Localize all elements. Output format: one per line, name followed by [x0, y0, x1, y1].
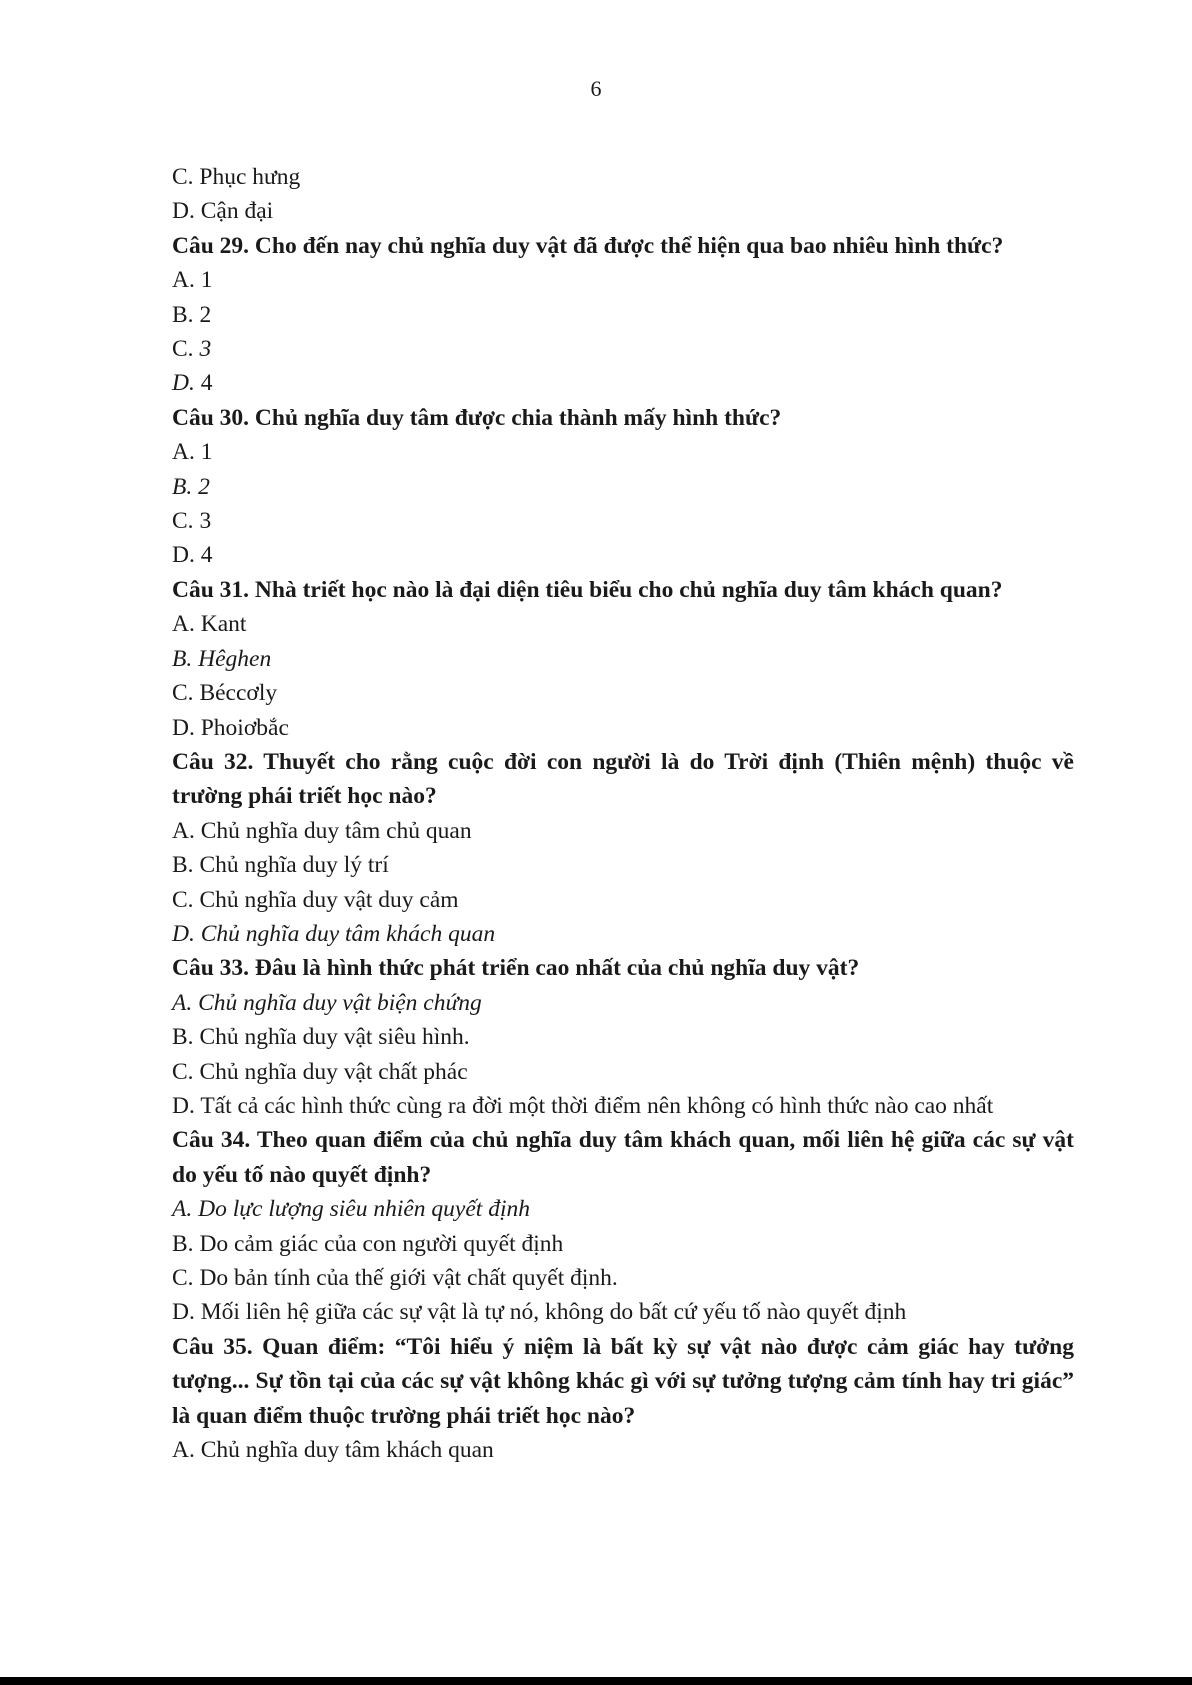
- question-30: Câu 30. Chủ nghĩa duy tâm được chia thành mấy hình thức?: [172, 404, 782, 431]
- question-29: Câu 29. Cho đến nay chủ nghĩa duy vật đã được thể hiện qua bao nhiêu hình thức?: [172, 232, 1004, 259]
- answer-option: A. Kant: [172, 611, 247, 638]
- answer-option: D. Cận đại: [172, 198, 274, 225]
- answer-option: B. Hêghen: [172, 645, 272, 672]
- answer-option: C. 3: [172, 336, 212, 363]
- answer-option: B. Chủ nghĩa duy lý trí: [172, 852, 389, 879]
- question-34: Câu 34. Theo quan điểm của chủ nghĩa duy tâm khách quan, mối liên hệ giữa các sự vật do yếu tố nào quyết định?: [172, 1127, 1074, 1188]
- answer-option: A. Do lực lượng siêu nhiên quyết định: [172, 1196, 530, 1223]
- answer-option: A. Chủ nghĩa duy tâm chủ quan: [172, 817, 472, 844]
- answer-option: B. Do cảm giác của con người quyết định: [172, 1230, 564, 1257]
- answer-option: D. Tất cả các hình thức cùng ra đời một thời điểm nên không có hình thức nào cao nhất: [172, 1092, 994, 1119]
- answer-option: B. 2: [172, 301, 212, 328]
- answer-option: A. 1: [172, 267, 213, 294]
- answer-option: C. Chủ nghĩa duy vật duy cảm: [172, 886, 459, 913]
- page-bottom-border: [0, 1677, 1192, 1685]
- answer-option: D. 4: [172, 370, 213, 397]
- answer-option: D. 4: [172, 542, 213, 569]
- answer-option: C. Béccơly: [172, 680, 278, 707]
- answer-option: C. Do bản tính của thế giới vật chất quyết định.: [172, 1265, 618, 1291]
- answer-option: C. 3: [172, 508, 212, 535]
- page-number: 6: [590, 76, 602, 101]
- answer-option: C. Phục hưng: [172, 164, 301, 190]
- answer-option: C. Chủ nghĩa duy vật chất phác: [172, 1058, 468, 1085]
- answer-option: D. Chủ nghĩa duy tâm khách quan: [172, 920, 496, 947]
- question-31: Câu 31. Nhà triết học nào là đại diện tiêu biểu cho chủ nghĩa duy tâm khách quan?: [172, 576, 1003, 603]
- page-content: [172, 160, 1074, 1467]
- answer-option: D. Phoiơbắc: [172, 714, 289, 741]
- answer-option: D. Mối liên hệ giữa các sự vật là tự nó, không do bất cứ yếu tố nào quyết định: [172, 1299, 907, 1326]
- question-35: Câu 35. Quan điểm: “Tôi hiểu ý niệm là bất kỳ sự vật nào được cảm giác hay tưởng tượng... Sự tồn tại của các sự vật không khác gì với sự tưởng tượng cảm tính hay tri giác” là quan điểm thuộc trường phái triết học nào?: [172, 1333, 1074, 1429]
- answer-option: A. Chủ nghĩa duy vật biện chứng: [172, 989, 482, 1016]
- answer-option: B. 2: [172, 473, 210, 500]
- answer-option: B. Chủ nghĩa duy vật siêu hình.: [172, 1024, 470, 1051]
- question-33: Câu 33. Đâu là hình thức phát triển cao nhất của chủ nghĩa duy vật?: [172, 955, 860, 982]
- answer-option: A. 1: [172, 439, 213, 466]
- answer-option: A. Chủ nghĩa duy tâm khách quan: [172, 1437, 494, 1464]
- question-32: Câu 32. Thuyết cho rằng cuộc đời con người là do Trời định (Thiên mệnh) thuộc về trường phái triết học nào?: [172, 748, 1074, 810]
